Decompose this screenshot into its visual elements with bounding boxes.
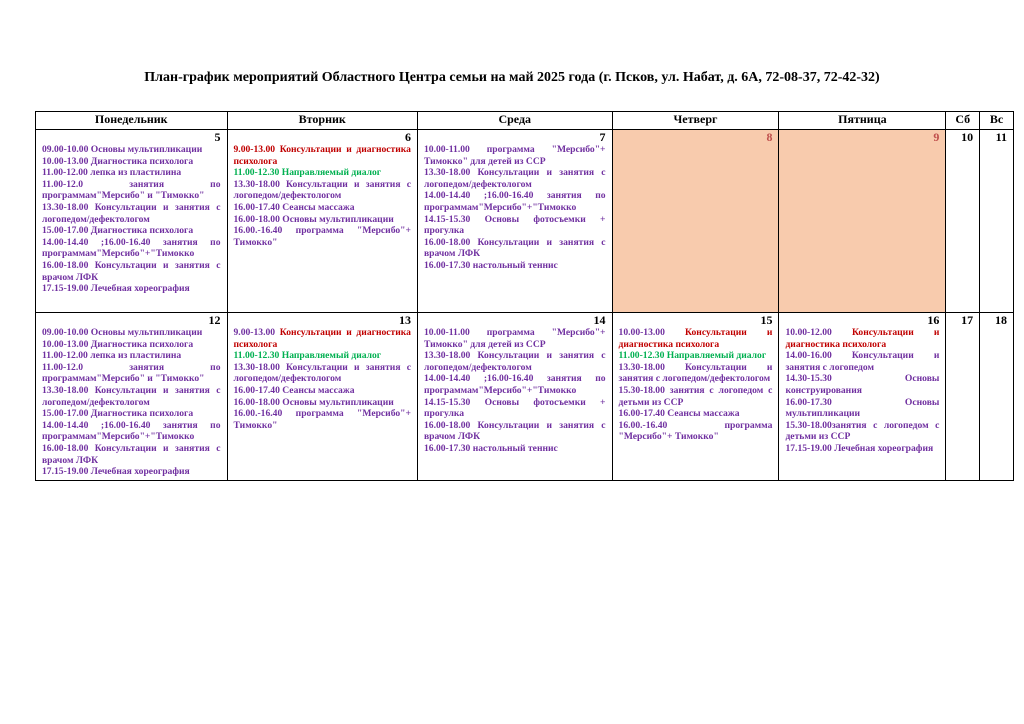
event-time: 10.00-13.00 [618,327,665,338]
event: 11.00-12.00 лепка из пластилина [42,167,182,179]
event: 14.00-14.40 ;16.00-16.40 занятия по программам"Мерсибо"+"Тимокко [42,419,221,443]
event: 14.00-14.40 ;16.00-16.40 занятия по программам"Мерсибо"+"Тимокко [42,236,221,260]
event [619,327,773,350]
event: 16.00-18.00 Консультации и занятия с врачом ЛФК [42,442,221,466]
event: 13.30-18.00 Консультации и занятия с логопедом/дефектологом [233,361,411,385]
day-number: 7 [599,130,606,144]
event: 16.00-18.00 Основы мультипликации [233,213,394,225]
event: 15.00-17.00 Диагностика психолога [42,408,194,420]
event: 16.00-18.00 Консультации и занятия с врачом ЛФК [423,419,606,443]
cell-monday-5 [36,130,228,313]
cell-wednesday-14 [417,313,612,481]
day-number: 11 [995,130,1007,144]
day-number: 13 [398,313,411,327]
event: 16.00-17.30 настольный теннис [423,442,558,454]
header-saturday: Сб [946,112,980,130]
event: 16.00-18.00 Основы мультипликации [233,396,394,408]
header-sunday: Вс [980,112,1014,130]
event: 13.30-18.00 Консультации и занятия с логопедом/дефектологом [423,167,606,190]
event: 16.00-17.40 Сеансы массажа [233,384,355,396]
event: 16.00-18.00 Консультации и занятия с врачом ЛФК [42,259,221,283]
cell-thursday-15 [612,313,779,481]
event: 13.30-18.00 Консультации и занятия с логопедом/дефектологом [42,201,221,225]
event: 16.00.-16.40 программа "Мерсибо"+ Тимокко" [618,419,773,443]
cell-tuesday-6 [227,130,417,313]
event: 11.00-12.30 Направляемый диалог [233,350,382,362]
header-monday: Понедельник [36,112,228,130]
event-text: Консультации и диагностика психолога [785,327,940,350]
event: 17.15-19.00 Лечебная хореография [785,442,934,454]
event-text: Консультации и диагностика психолога [233,327,411,350]
cell-saturday-10 [946,130,980,313]
day-number: 6 [404,130,411,144]
day-number: 17 [961,313,974,327]
cell-monday-12 [36,313,228,481]
event: 14.00-16.00 Консультации и занятия с логопедом [785,350,940,373]
day-number: 8 [766,130,773,144]
event: 09.00-10.00 Основы мультипликации [42,144,203,155]
event: 16.00-17.30 Основы мультипликации [785,396,940,420]
cell-sunday-11 [980,130,1014,313]
event: 11.00-12.0 занятия по программам"Мерсибо" и "Тимокко" [42,178,221,202]
event: 15.30-18.00занятия с логопедом с детьми из ССР [785,419,940,443]
cell-sunday-18 [980,313,1014,481]
day-number: 9 [933,130,940,144]
header-tuesday: Вторник [227,112,417,130]
event: 15.00-17.00 Диагностика психолога [42,225,194,237]
event-time: 9.00-13.00 [233,327,276,338]
cell-saturday-17 [946,313,980,481]
event: 14.15-15.30 Основы фотосъемки + прогулка [423,396,606,420]
day-number: 15 [760,313,773,327]
event: 16.00-17.40 Сеансы массажа [233,201,355,213]
event: 10.00-11.00 программа "Мерсибо"+ Тимокко" для детей из ССР [423,327,606,350]
event: 10.00-11.00 программа "Мерсибо"+ Тимокко" для детей из ССР [423,144,606,167]
event: 09.00-10.00 Основы мультипликации [42,327,203,338]
event: 15.30-18.00 занятия с логопедом с детьми из ССР [618,384,773,408]
event: 14.00-14.40 ;16.00-16.40 занятия по программам"Мерсибо"+"Тимокко [423,190,606,213]
week-row-1 [36,130,1014,313]
event: 9.00-13.00 Консультации и диагностика психолога [233,144,411,167]
day-number: 16 [927,313,940,327]
event: 14.30-15.30 Основы конструирования [785,373,940,396]
event: 14.00-14.40 ;16.00-16.40 занятия по программам"Мерсибо"+"Тимокко [423,373,606,396]
cell-friday-9 [779,130,946,313]
event: 10.00-13.00 Диагностика психолога [42,338,194,350]
event: 17.15-19.00 Лечебная хореография [42,466,190,478]
event: 16.00-17.30 настольный теннис [423,259,558,271]
day-number: 14 [593,313,606,327]
event: 13.30-18.00 Консультации и занятия с логопедом/дефектологом [423,350,606,373]
event: 11.00-12.00 лепка из пластилина [42,350,182,362]
header-friday: Пятница [779,112,946,130]
event: 16.00-18.00 Консультации и занятия с врачом ЛФК [423,236,606,260]
header-row [36,112,1014,130]
event: 13.30-18.00 Консультации и занятия с логопедом/дефектологом [618,361,773,385]
event: 16.00.-16.40 программа "Мерсибо"+ Тимокко" [233,408,411,431]
event [234,327,411,350]
event: 11.00-12.30 Направляемый диалог [618,350,767,362]
day-number: 12 [208,313,221,327]
week-row-2 [36,313,1014,481]
header-thursday: Четверг [612,112,779,130]
event: 13.30-18.00 Консультации и занятия с логопедом/дефектологом [42,384,221,408]
event: 10.00-13.00 Диагностика психолога [42,155,194,167]
event: 14.15-15.30 Основы фотосъемки + прогулка [423,213,606,237]
cell-thursday-8 [612,130,779,313]
header-wednesday: Среда [417,112,612,130]
cell-friday-16 [779,313,946,481]
cell-tuesday-13 [227,313,417,481]
event [785,327,939,350]
schedule-table [35,111,1014,481]
cell-wednesday-7 [417,130,612,313]
event: 13.30-18.00 Консультации и занятия с логопедом/дефектологом [233,178,411,202]
event-time: 10.00-12.00 [785,327,832,338]
page-title: План-график мероприятий Областного Центра семьи на май 2025 года (г. Псков, ул. Набат, д. 6А, 72-08-37, 72-42-32) [144,70,880,85]
event-text: Консультации и диагностика психолога [618,327,773,350]
event: 17.15-19.00 Лечебная хореография [42,283,190,295]
day-number: 18 [995,313,1007,327]
day-number: 10 [961,130,974,144]
event: 11.00-12.0 занятия по программам"Мерсибо" и "Тимокко" [42,361,221,385]
event: 16.00-17.40 Сеансы массажа [618,408,740,420]
day-number: 5 [214,130,221,144]
event: 16.00.-16.40 программа "Мерсибо"+ Тимокко" [233,225,411,248]
event: 11.00-12.30 Направляемый диалог [233,167,382,179]
